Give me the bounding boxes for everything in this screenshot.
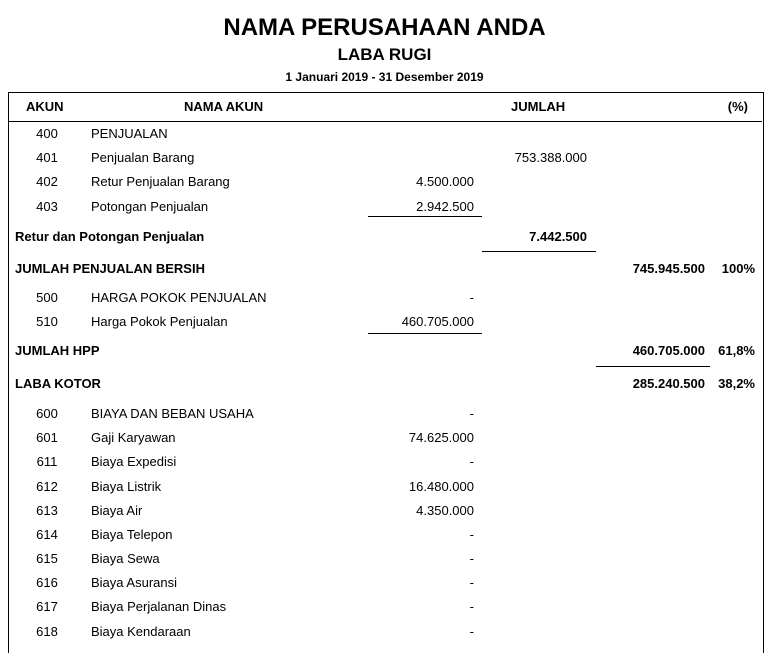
account-name: Biaya Expedisi bbox=[91, 454, 177, 469]
account-code: 615 bbox=[36, 551, 58, 566]
amount-detail: 74.625.000 bbox=[408, 430, 474, 445]
amount-detail: - bbox=[469, 290, 474, 305]
account-name: Retur Penjualan Barang bbox=[91, 174, 230, 189]
table-row bbox=[8, 503, 762, 523]
table-header bbox=[8, 92, 762, 122]
header-akun: AKUN bbox=[26, 99, 64, 114]
amount-detail: 16.480.000 bbox=[408, 479, 474, 494]
account-code: 614 bbox=[36, 527, 58, 542]
account-code: 500 bbox=[36, 290, 58, 305]
table-row bbox=[8, 150, 762, 170]
header-nama-akun: NAMA AKUN bbox=[184, 99, 264, 114]
account-code: 510 bbox=[36, 314, 58, 329]
subtotal-underline bbox=[368, 216, 482, 217]
amount-detail: - bbox=[469, 406, 474, 421]
header-jumlah: JUMLAH bbox=[511, 99, 566, 114]
amount-subtotal: 7.442.500 bbox=[529, 229, 587, 244]
account-code: 403 bbox=[36, 199, 58, 214]
header-percent: (%) bbox=[727, 99, 748, 114]
percentage: 61,8% bbox=[718, 343, 755, 358]
table-row bbox=[8, 454, 762, 474]
amount-detail: 460.705.000 bbox=[401, 314, 474, 329]
table-row bbox=[8, 527, 762, 547]
account-name: Biaya Asuransi bbox=[91, 575, 177, 590]
account-code: 600 bbox=[36, 406, 58, 421]
account-name: Gaji Karyawan bbox=[91, 430, 176, 445]
table-row bbox=[8, 314, 762, 334]
account-code: 613 bbox=[36, 503, 58, 518]
amount-detail: - bbox=[469, 454, 474, 469]
amount-total: 460.705.000 bbox=[632, 343, 705, 358]
account-name: Harga Pokok Penjualan bbox=[91, 314, 228, 329]
subtotal-underline bbox=[482, 251, 596, 252]
subtotal-underline bbox=[596, 366, 710, 367]
account-name: Penjualan Barang bbox=[91, 150, 195, 165]
table-row bbox=[8, 599, 762, 619]
report-title: LABA RUGI bbox=[337, 45, 432, 64]
amount-detail: - bbox=[469, 624, 474, 639]
account-name: Biaya Sewa bbox=[91, 551, 160, 566]
account-name: Biaya Perjalanan Dinas bbox=[91, 599, 227, 614]
account-name: HARGA POKOK PENJUALAN bbox=[91, 290, 267, 305]
amount-total: 285.240.500 bbox=[632, 376, 705, 391]
account-name: JUMLAH HPP bbox=[15, 343, 100, 358]
amount-detail: - bbox=[469, 527, 474, 542]
account-name: LABA KOTOR bbox=[15, 376, 101, 391]
account-name: Biaya Listrik bbox=[91, 479, 162, 494]
table-row bbox=[8, 261, 762, 281]
account-code: 601 bbox=[36, 430, 58, 445]
table-row bbox=[8, 551, 762, 571]
account-name: Biaya Air bbox=[91, 503, 143, 518]
table-row bbox=[8, 376, 762, 396]
account-name: Biaya Telepon bbox=[91, 527, 173, 542]
table-row bbox=[8, 479, 762, 499]
account-code: 611 bbox=[36, 454, 58, 469]
account-name: Retur dan Potongan Penjualan bbox=[15, 229, 205, 244]
amount-subtotal: 753.388.000 bbox=[514, 150, 587, 165]
account-code: 616 bbox=[36, 575, 58, 590]
amount-detail: - bbox=[469, 599, 474, 614]
account-name: Potongan Penjualan bbox=[91, 199, 209, 214]
report-period: 1 Januari 2019 - 31 Desember 2019 bbox=[285, 70, 484, 84]
table-row bbox=[8, 575, 762, 595]
amount-detail: - bbox=[469, 575, 474, 590]
table-row bbox=[8, 406, 762, 426]
amount-detail: 2.942.500 bbox=[416, 199, 474, 214]
amount-detail: - bbox=[469, 551, 474, 566]
subtotal-underline bbox=[368, 333, 482, 334]
account-code: 617 bbox=[36, 599, 58, 614]
account-code: 402 bbox=[36, 174, 58, 189]
account-name: Biaya Kendaraan bbox=[91, 624, 191, 639]
amount-detail: 4.500.000 bbox=[416, 174, 474, 189]
table-row bbox=[8, 290, 762, 310]
table-row bbox=[8, 343, 762, 363]
company-name: NAMA PERUSAHAAN ANDA bbox=[223, 14, 546, 41]
amount-total: 745.945.500 bbox=[632, 261, 705, 276]
table-row bbox=[8, 624, 762, 644]
amount-detail: 4.350.000 bbox=[416, 503, 474, 518]
table-row bbox=[8, 229, 762, 249]
percentage: 38,2% bbox=[718, 376, 755, 391]
account-code: 400 bbox=[36, 126, 58, 141]
account-name: PENJUALAN bbox=[91, 126, 168, 141]
account-code: 618 bbox=[36, 624, 58, 639]
account-code: 612 bbox=[36, 479, 58, 494]
account-name: BIAYA DAN BEBAN USAHA bbox=[91, 406, 254, 421]
table-row bbox=[8, 430, 762, 450]
table-row bbox=[8, 126, 762, 146]
account-code: 401 bbox=[36, 150, 58, 165]
account-name: JUMLAH PENJUALAN BERSIH bbox=[15, 261, 205, 276]
table-row bbox=[8, 174, 762, 194]
percentage: 100% bbox=[721, 261, 755, 276]
